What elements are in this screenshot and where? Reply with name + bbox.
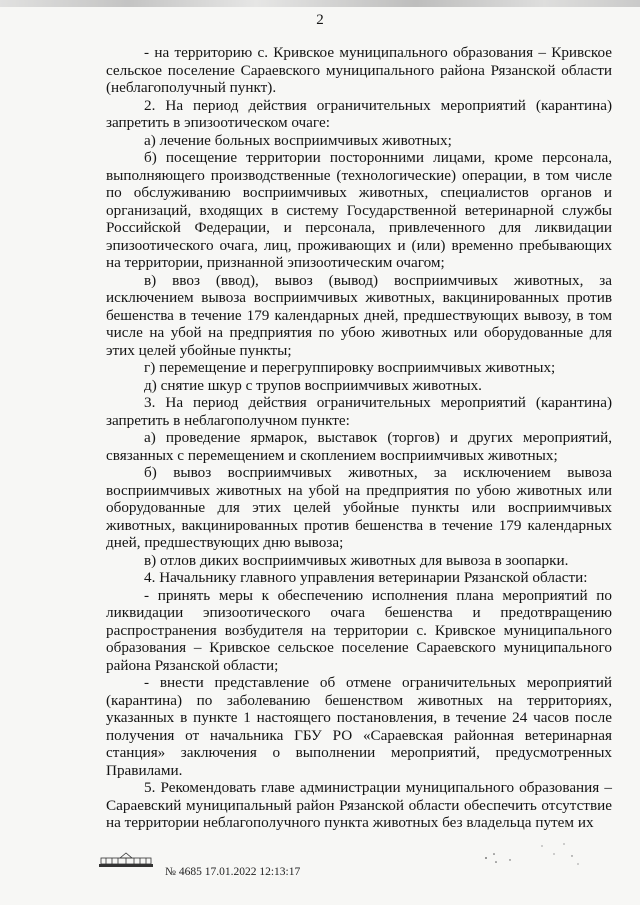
paragraph: а) лечение больных восприимчивых животных;: [144, 131, 452, 149]
paragraph: 2. На период действия ограничительных мероприятий (карантина) запретить в эпизоотическом очаге:: [106, 96, 612, 131]
paragraph: д) снятие шкур с трупов восприимчивых животных.: [144, 376, 482, 394]
paragraph: - принять меры к обеспечению исполнения плана мероприятий по ликвидации эпизоотического очага бешенства и предотвращению распространения возбудителя на территории с. Кривское муниципального образования – Кривское сельское поселение Сараевского муниципального района Рязанской области;: [106, 586, 612, 674]
paragraph: в) ввоз (ввод), вывоз (вывод) восприимчивых животных, за исключением вывоза восприимчивых животных, вакцинированных против бешенства в течение 179 календарных дней, предшествующих вывозу, в том числе на убой на предприятия по убою животных или оборудованные для этих целей убойные пункты;: [106, 271, 612, 359]
scan-top-edge: [0, 0, 640, 7]
paragraph: а) проведение ярмарок, выставок (торгов) и других мероприятий, связанных с перемещением и скоплением восприимчивых животных;: [106, 429, 612, 464]
government-building-logo: [98, 852, 154, 868]
scan-speckles: [480, 836, 590, 876]
paragraph: 5. Рекомендовать главе администрации муниципального образования – Сараевский муниципальный район Рязанской области обеспечить отсутствие на территории неблагополучного пункта животных без владельца путем их: [106, 779, 612, 831]
paragraph: 3. На период действия ограничительных мероприятий (карантина) запретить в неблагополучном пункте:: [106, 394, 612, 429]
document-body: [106, 44, 612, 832]
paragraph: б) вывоз восприимчивых животных, за исключением вывоза восприимчивых животных на убой на предприятия по убою животных или оборудованные для этих целей убойные пункты или восприимчивых животных, вакцинированных против бешенства в течение 179 календарных дней, предшествующих дню вывоза;: [106, 464, 612, 551]
paragraph: б) посещение территории посторонними лицами, кроме персонала, выполняющего производственные (технологические) операции, в том числе по обслуживанию восприимчивых животных, специалистов органов и организаций, входящих в систему Государственной ветеринарной службы Российской Федерации, и персонала, привлеченного для ликвидации эпизоотического очага, лиц, проживающих и (или) временно пребывающих на территории, признанной эпизоотическим очагом;: [106, 149, 612, 271]
paragraph: г) перемещение и перегруппировку восприимчивых животных;: [144, 359, 556, 376]
paragraph: 4. Начальнику главного управления ветеринарии Рязанской области:: [144, 569, 588, 586]
paragraph: - внести представление об отмене ограничительных мероприятий (карантина) по заболеванию бешенством животных на территориях, указанных в пункте 1 настоящего постановления, в течение 24 часов после получения от начальника ГБУ РО «Сараевская районная ветеринарная станция» заключения о выполнении мероприятий, предусмотренных Правилами.: [106, 674, 612, 779]
paragraph: в) отлов диких восприимчивых животных для вывоза в зоопарки.: [144, 551, 569, 569]
registration-stamp: № 4685 17.01.2022 12:13:17: [165, 866, 301, 878]
page-number: 2: [316, 12, 324, 28]
paragraph: - на территорию с. Кривское муниципального образования – Кривское сельское поселение Сараевского муниципального района Рязанской области (неблагополучный пункт).: [106, 44, 612, 96]
